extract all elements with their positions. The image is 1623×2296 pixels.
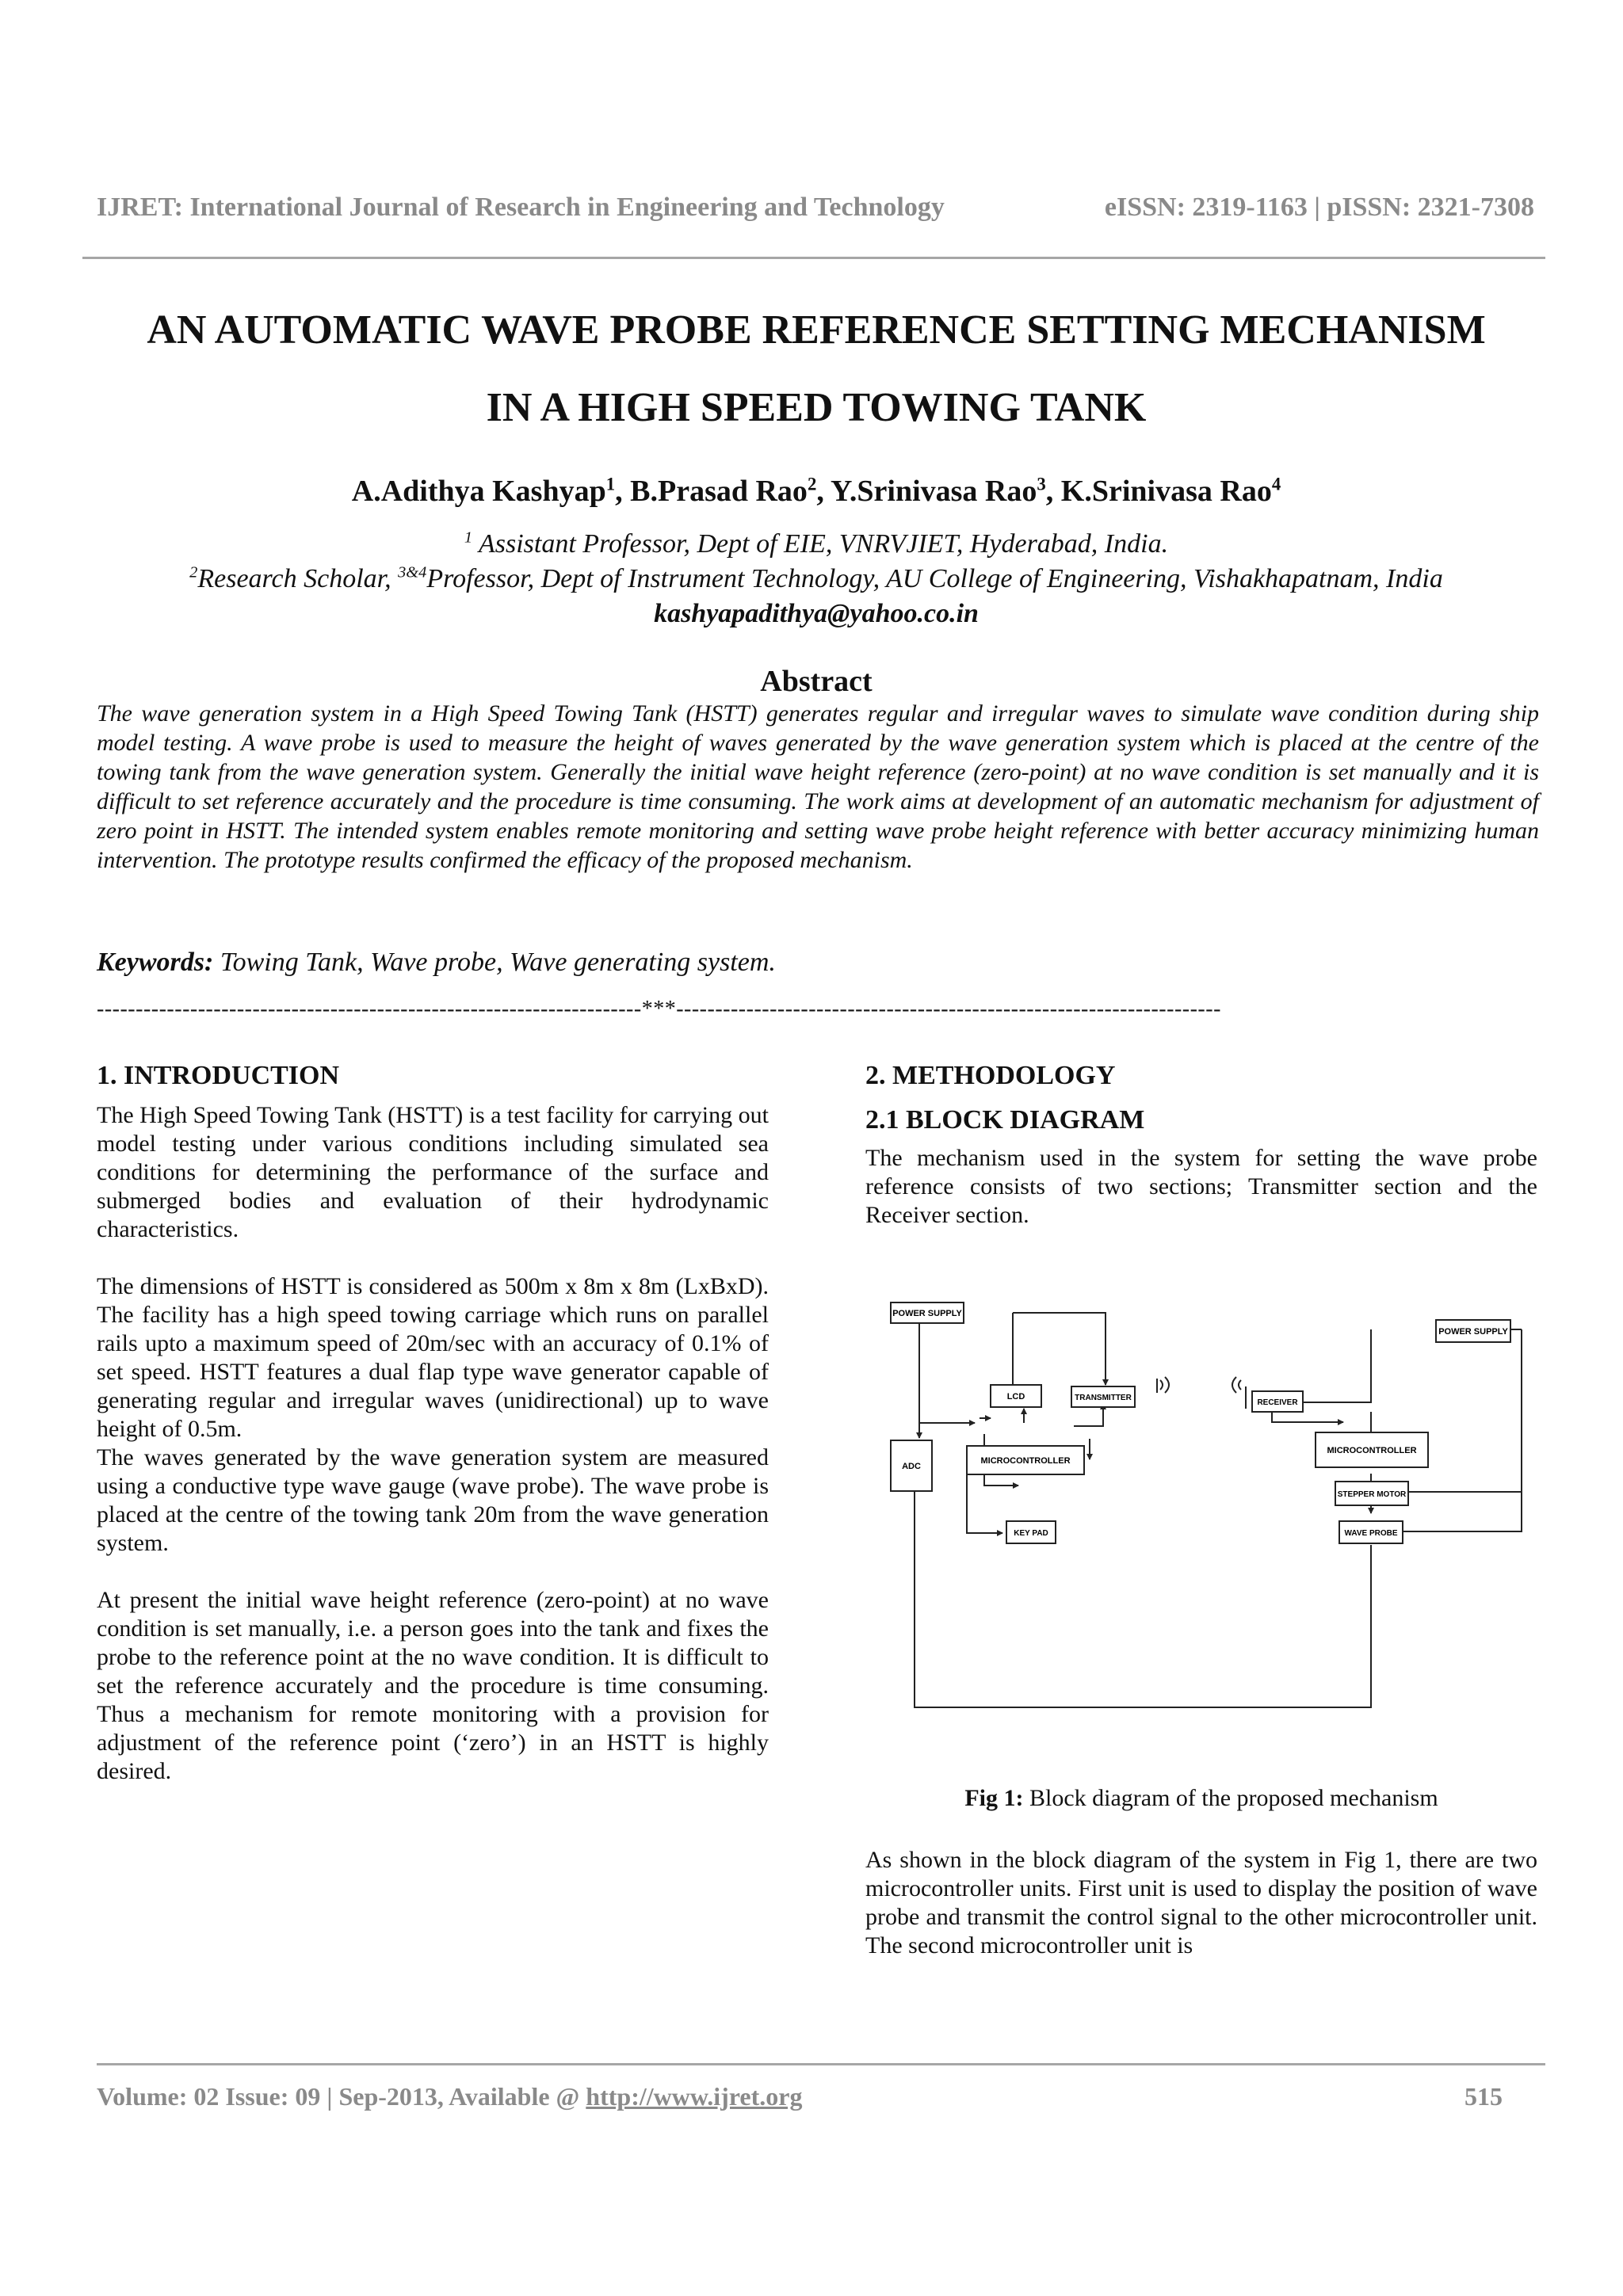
running-header (97, 193, 1534, 223)
journal-link[interactable]: http://www.ijret.org (586, 2082, 803, 2111)
author-list: A.Adithya Kashyap$^1$, B.Prasad Rao$^2$, Y.Srinivasa Rao$^3$, K.Srinivasa Rao$^4$ (351, 474, 1281, 508)
diagram-block (1316, 1432, 1428, 1467)
keywords (97, 948, 1539, 978)
figure-caption-text: Block diagram of the proposed mechanism (1023, 1785, 1438, 1811)
author-name: B.Prasad Rao (630, 475, 808, 508)
keywords-text: Towing Tank, Wave probe, Wave generating system. (213, 948, 776, 977)
block-label: WAVE PROBE (1344, 1529, 1398, 1538)
title-line-2: IN A HIGH SPEED TOWING TANK (486, 385, 1147, 430)
block-diagram-heading: 2.1 BLOCK DIAGRAM (865, 1105, 1145, 1135)
diagram-block (1252, 1391, 1303, 1412)
diagram-block (1339, 1521, 1403, 1543)
antenna-icon (1232, 1377, 1246, 1409)
affiliation-sup: 2 (189, 563, 198, 582)
methodology-paragraph: As shown in the block diagram of the system in Fig 1, there are two microcontroller units. First unit is used to display the position of wave probe and transmit the control signal to the other microcontroller unit. The second microcontroller unit is (865, 1847, 1537, 1958)
diagram-block (891, 1440, 932, 1491)
intro-paragraph: At present the initial wave height reference (zero-point) at no wave condition is set manually, i.e. a person goes into the tank and fixes the probe to the reference point at the no wave condition. It is difficult to set the reference accurately and the procedure is time consuming. Thus a mechanism for remote monitoring with a provision for adjustment of the reference point (‘zero’) in an HSTT is highly desired. (97, 1587, 769, 1784)
diagram-block (1071, 1386, 1135, 1407)
affiliation-text: Research Scholar, (197, 564, 399, 593)
left-column (97, 1062, 769, 1814)
block-label: STEPPER MOTOR (1337, 1490, 1407, 1499)
title-line-1: AN AUTOMATIC WAVE PROBE REFERENCE SETTING MECHANISM (147, 307, 1486, 353)
author-sup: 2 (807, 474, 817, 494)
author-name: Y.Srinivasa Rao (830, 475, 1037, 508)
affiliation-text: Professor, Dept of Instrument Technology, AU College of Engineering, Vishakhapatnam, India (426, 564, 1443, 593)
paper-title (79, 292, 1553, 447)
affiliation-1 (79, 529, 1553, 559)
intro-heading: 1. INTRODUCTION (97, 1061, 340, 1090)
methodology-heading: 2. METHODOLOGY (865, 1061, 1116, 1090)
issn: eISSN: 2319-1163 | pISSN: 2321-7308 (1104, 193, 1534, 222)
block-diagram (888, 1291, 1529, 1743)
block-label: MICROCONTROLLER (980, 1456, 1071, 1466)
block-label: LCD (1006, 1392, 1025, 1402)
abstract-heading: Abstract (760, 665, 873, 698)
antenna-icon (1157, 1377, 1169, 1393)
footer-volume-text: Volume: 02 Issue: 09 | Sep-2013, Available @ (97, 2082, 586, 2111)
journal-name: IJRET: International Journal of Research in Engineering and Technology (97, 193, 945, 222)
block-label: KEY PAD (1014, 1529, 1048, 1538)
figure-caption (865, 1785, 1537, 1812)
methodology-paragraph: The mechanism used in the system for setting the wave probe reference consists of two sections; Transmitter section and the Receiver section. (865, 1145, 1537, 1228)
author-name: A.Adithya Kashyap (351, 475, 606, 508)
block-label: ADC (902, 1462, 921, 1471)
author-name: K.Srinivasa Rao (1060, 475, 1272, 508)
diagram-block (891, 1302, 964, 1323)
affiliation-sup: 3&4 (398, 563, 427, 582)
affiliation-sup: 1 (464, 528, 473, 547)
author-sup: 4 (1271, 474, 1281, 494)
keywords-label: Keywords: (97, 948, 214, 977)
diagram-block (967, 1446, 1084, 1474)
block-label: RECEIVER (1257, 1398, 1298, 1407)
author-email: kashyapadithya@yahoo.co.in (654, 599, 979, 628)
intro-paragraph: The waves generated by the wave generation system are measured using a conductive type wave gauge (wave probe). The wave probe is placed at the centre of the towing tank 20m from the wave generation system. (97, 1444, 769, 1556)
block-label: POWER SUPPLY (892, 1309, 962, 1318)
affiliation-2 (79, 564, 1553, 594)
intro-paragraph: The High Speed Towing Tank (HSTT) is a test facility for carrying out model testing under various conditions including simulated sea conditions for determining the performance of the surface and submerged bodies and evaluation of their hydrodynamic characteristics. (97, 1102, 769, 1242)
section-separator: ----------------------------------------------------------------------***---------------------------------------------------------------------- (97, 997, 1221, 1021)
author-sup: 1 (605, 474, 616, 494)
abstract-text: The wave generation system in a High Speed Towing Tank (HSTT) generates regular and irregular waves to simulate wave condition during ship model testing. A wave probe is used to measure the height of waves generated by the wave generation system which is placed at the centre of the towing tank from the wave generation system. Generally the initial wave height reference (zero-point) at no wave condition is set manually and it is difficult to set reference accurately and the procedure is time consuming. The work aims at development of an automatic mechanism for adjustment of zero point in HSTT. The intended system enables remote monitoring and setting wave probe height reference with better accuracy minimizing human intervention. The prototype results confirmed the efficacy of the proposed mechanism. (97, 700, 1539, 873)
footer-rule (97, 2063, 1545, 2065)
footer-volume (97, 2082, 802, 2111)
right-column-continued (865, 1846, 1537, 1960)
header-rule (82, 257, 1545, 259)
page-number: 515 (1465, 2082, 1503, 2111)
block-label: POWER SUPPLY (1438, 1327, 1508, 1337)
author-sup: 3 (1037, 474, 1046, 494)
affiliation-text: Assistant Professor, Dept of EIE, VNRVJIET, Hyderabad, India. (472, 529, 1169, 559)
block-label: MICROCONTROLLER (1327, 1446, 1417, 1455)
diagram-block (1436, 1320, 1510, 1342)
figure-label: Fig 1: (964, 1785, 1024, 1811)
intro-paragraph: The dimensions of HSTT is considered as 500m x 8m x 8m (LxBxD). The facility has a high speed towing carriage which runs on parallel rails upto a maximum speed of 20m/sec with an accuracy of 0.1% of set speed. HSTT features a dual flap type wave generator capable of generating regular and irregular waves (unidirectional) up to wave height of 0.5m. (97, 1273, 769, 1442)
diagram-block (991, 1385, 1041, 1407)
block-label: TRANSMITTER (1075, 1394, 1132, 1402)
right-column (865, 1062, 1537, 1258)
diagram-block (1335, 1482, 1408, 1505)
diagram-block (1006, 1521, 1056, 1543)
